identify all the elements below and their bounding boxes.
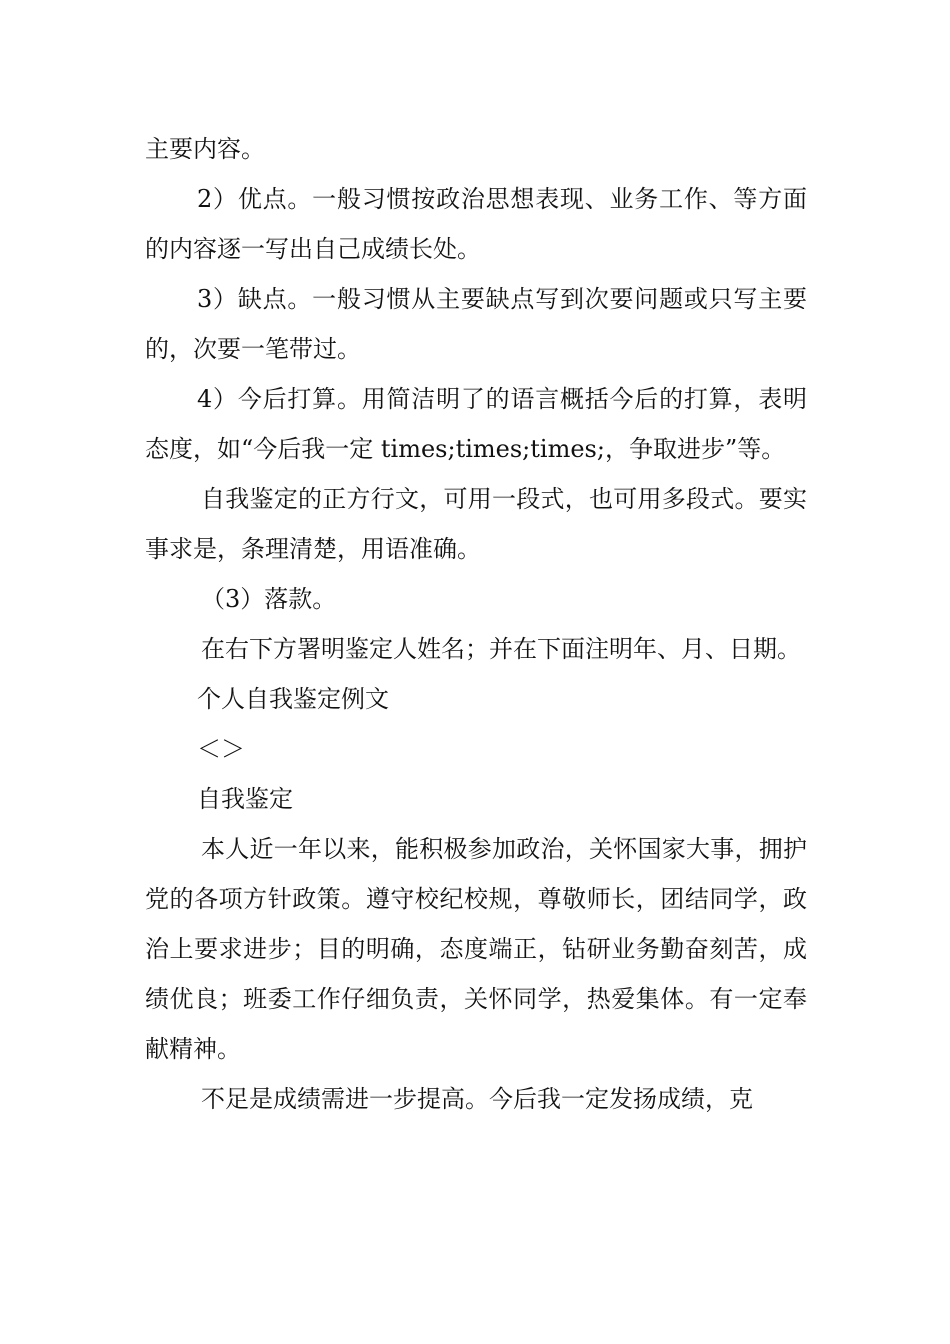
paragraph-writing-style: 自我鉴定的正方行文，可用一段式，也可用多段式。要实事求是，条理清楚，用语准确。 <box>145 485 807 563</box>
document-body <box>145 124 807 1124</box>
self-appraisal-title: 自我鉴定 <box>197 785 293 813</box>
paragraph-continuation: 主要内容。 <box>145 135 265 163</box>
paragraph-signature-instructions: 在右下方署明鉴定人姓名；并在下面注明年、月、日期。 <box>201 635 801 663</box>
paragraph-self-appraisal-body: 本人近一年以来，能积极参加政治，关怀国家大事，拥护党的各项方针政策。遵守校纪校规，尊敬师长，团结同学，政治上要求进步；目的明确，态度端正，钻研业务勤奋刻苦，成绩优良；班委工作仔细负责，关怀同学，热爱集体。有一定奉献精神。 <box>145 835 807 1063</box>
paragraph-weaknesses: 3）缺点。一般习惯从主要缺点写到次要问题或只写主要的，次要一笔带过。 <box>145 285 807 363</box>
paragraph-signature-heading: （3）落款。 <box>201 585 337 613</box>
paragraph-shortcomings: 不足是成绩需进一步提高。今后我一定发扬成绩，克 <box>201 1085 753 1113</box>
angle-brackets: ＜＞ <box>197 735 245 763</box>
example-heading: 个人自我鉴定例文 <box>197 685 389 713</box>
paragraph-strengths: 2）优点。一般习惯按政治思想表现、业务工作、等方面的内容逐一写出自己成绩长处。 <box>145 185 807 263</box>
paragraph-future-plans: 4）今后打算。用简洁明了的语言概括今后的打算，表明态度，如“今后我一定 times;times;times;，争取进步”等。 <box>145 385 807 463</box>
